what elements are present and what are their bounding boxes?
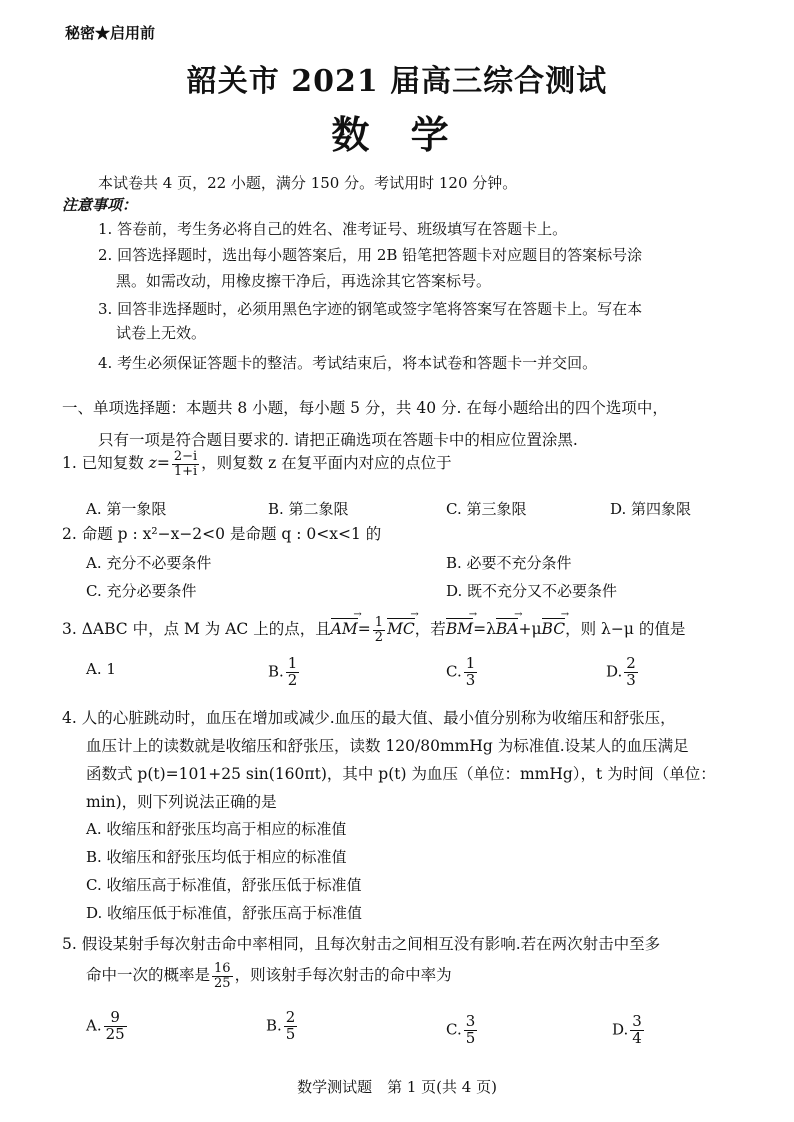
- q5-option-d[interactable]: [612, 1014, 646, 1047]
- q5-option-d-den: 4: [632, 1028, 642, 1047]
- q5-prefix: 命中一次的概率是: [86, 966, 211, 985]
- q4-option-d[interactable]: D. 收缩压低于标准值，舒张压高于标准值: [86, 904, 363, 922]
- q5-option-a-fraction: [104, 1010, 127, 1043]
- q5-option-b-den: 5: [285, 1024, 296, 1043]
- q2-option-c[interactable]: C. 充分必要条件: [86, 582, 197, 600]
- q5-suffix: ，则该射手每次射击的命中率为: [234, 966, 452, 985]
- q3-half-den: 2: [374, 629, 384, 645]
- question-1: [62, 450, 452, 478]
- q1-option-a[interactable]: A. 第一象限: [86, 500, 167, 518]
- notice-item: 试卷上无效。: [116, 324, 207, 342]
- notice-heading: 注意事项：: [62, 196, 138, 214]
- q5-fraction-num: 16: [214, 961, 231, 976]
- q1-fraction: [172, 450, 199, 478]
- notice-item: 3. 回答非选择题时，必须用黑色字迹的钢笔或签字笔将答案写在答题卡上。写在本: [98, 300, 643, 318]
- question-4-line: 4. 人的心脏跳动时，血压在增加或减少.血压的最大值、最小值分别称为收缩压和舒张压，: [62, 709, 676, 727]
- q1-suffix: ，则复数 z 在复平面内对应的点位于: [201, 454, 452, 473]
- q5-option-a[interactable]: [86, 1010, 129, 1043]
- q4-option-a[interactable]: A. 收缩压和舒张压均高于相应的标准值: [86, 820, 347, 838]
- exam-title: 韶关市 2021 届高三综合测试: [186, 64, 608, 99]
- question-3: [62, 616, 685, 644]
- q5-option-c-den: 5: [465, 1028, 476, 1047]
- section-instructions: 只有一项是符合题目要求的. 请把正确选项在答题卡中的相应位置涂黑.: [98, 431, 578, 449]
- q5-option-a-den: 25: [105, 1024, 125, 1043]
- q1-option-b[interactable]: B. 第二象限: [268, 500, 349, 518]
- q2-option-b[interactable]: B. 必要不充分条件: [446, 554, 572, 572]
- q3-option-c[interactable]: [446, 656, 479, 689]
- q5-option-b-label: B.: [266, 1016, 282, 1035]
- q3-prefix: 3. ΔABC 中，点 M 为 AC 上的点，且: [62, 620, 331, 639]
- q1-fraction-num: 2−i: [173, 449, 198, 464]
- q5-option-c-num: 3: [465, 1012, 476, 1030]
- q5-option-d-fraction: [630, 1014, 644, 1047]
- page-footer: 数学测试题 第 1 页(共 4 页): [297, 1078, 497, 1096]
- q5-option-b-num: 2: [285, 1008, 296, 1026]
- q5-option-d-num: 3: [632, 1012, 642, 1030]
- confidential-label: 秘密★启用前: [65, 24, 156, 42]
- q2-option-a[interactable]: A. 充分不必要条件: [86, 554, 212, 572]
- q1-eq: =: [156, 454, 170, 473]
- q3-option-d-den: 3: [626, 670, 636, 689]
- notice-item: 黑。如需改动，用橡皮擦干净后，再选涂其它答案标号。: [116, 272, 492, 290]
- question-5-line: 5. 假设某射手每次射击命中率相同，且每次射击之间相互没有影响.若在两次射击中至多: [62, 935, 661, 953]
- vector-ba: BA →: [496, 620, 519, 638]
- q3-half-num: 1: [374, 615, 384, 630]
- q1-prefix: 1. 已知复数: [62, 454, 149, 473]
- q3-option-c-label: C.: [446, 662, 462, 681]
- q3-option-a[interactable]: A. 1: [86, 660, 116, 678]
- q5-option-b[interactable]: [266, 1010, 299, 1043]
- q3-eq2: =λ: [473, 620, 496, 639]
- notice-item: 4. 考生必须保证答题卡的整洁。考试结束后，将本试卷和答题卡一并交回。: [98, 354, 598, 372]
- q3-option-d-fraction: [624, 656, 638, 689]
- q5-option-b-fraction: [284, 1010, 298, 1043]
- q3-option-d[interactable]: [606, 656, 640, 689]
- vector-bc: BC →: [542, 620, 566, 638]
- q1-fraction-den: 1+i: [173, 463, 198, 479]
- q3-option-b-fraction: [286, 656, 300, 689]
- q3-suffix: ，则 λ−μ 的值是: [565, 620, 686, 639]
- q3-option-b-num: 1: [287, 654, 298, 672]
- q4-option-b[interactable]: B. 收缩压和舒张压均低于相应的标准值: [86, 848, 347, 866]
- section-heading: 一、单项选择题：本题共 8 小题，每小题 5 分，共 40 分. 在每小题给出的四个选项中，: [62, 399, 668, 417]
- question-4-line: min)，则下列说法正确的是: [86, 793, 277, 811]
- q3-option-b-label: B.: [268, 662, 284, 681]
- q3-mid: ，若: [414, 620, 446, 639]
- q1-var: z: [148, 454, 157, 473]
- q3-option-c-fraction: [464, 656, 478, 689]
- q3-option-b[interactable]: [268, 656, 301, 689]
- q3-option-b-den: 2: [287, 670, 298, 689]
- q5-fraction-den: 25: [214, 975, 231, 991]
- vector-am: AM →: [331, 620, 358, 638]
- question-5-line: [86, 962, 452, 990]
- q1-option-d[interactable]: D. 第四象限: [610, 500, 692, 518]
- q5-option-c[interactable]: [446, 1014, 479, 1047]
- q3-plus: +μ: [518, 620, 542, 639]
- q4-option-c[interactable]: C. 收缩压高于标准值，舒张压低于标准值: [86, 876, 362, 894]
- q5-option-c-label: C.: [446, 1020, 462, 1039]
- q2-option-d[interactable]: D. 既不充分又不必要条件: [446, 582, 618, 600]
- q5-option-a-num: 9: [104, 1010, 127, 1027]
- notice-item: 2. 回答选择题时，选出每小题答案后，用 2B 铅笔把答题卡对应题目的答案标号涂: [98, 246, 643, 264]
- q3-option-d-label: D.: [606, 662, 623, 681]
- q3-option-d-num: 2: [626, 654, 636, 672]
- subject-title: 数 学: [331, 112, 463, 157]
- question-2: 2. 命题 p : x²−x−2<0 是命题 q : 0<x<1 的: [62, 525, 382, 543]
- question-4-line: 血压计上的读数就是收缩压和舒张压，读数 120/80mmHg 为标准值.设某人的血压满足: [86, 737, 689, 755]
- q3-option-c-den: 3: [465, 670, 476, 689]
- q1-option-c[interactable]: C. 第三象限: [446, 500, 527, 518]
- vector-bm: BM →: [446, 620, 473, 638]
- q3-option-c-num: 1: [465, 654, 476, 672]
- notice-item: 1. 答卷前，考生务必将自己的姓名、准考证号、班级填写在答题卡上。: [98, 220, 568, 238]
- q5-option-a-label: A.: [86, 1016, 102, 1035]
- q5-option-c-fraction: [464, 1014, 478, 1047]
- question-4-line: 函数式 p(t)=101+25 sin(160πt)，其中 p(t) 为血压（单位：mmHg），t 为时间（单位：: [86, 765, 716, 783]
- q5-option-d-label: D.: [612, 1020, 629, 1039]
- vector-mc: MC →: [387, 620, 415, 638]
- q5-fraction: [212, 962, 233, 990]
- exam-intro: 本试卷共 4 页，22 小题，满分 150 分。考试用时 120 分钟。: [98, 174, 518, 192]
- q3-eq1: =: [357, 620, 371, 639]
- q3-half: [373, 616, 385, 644]
